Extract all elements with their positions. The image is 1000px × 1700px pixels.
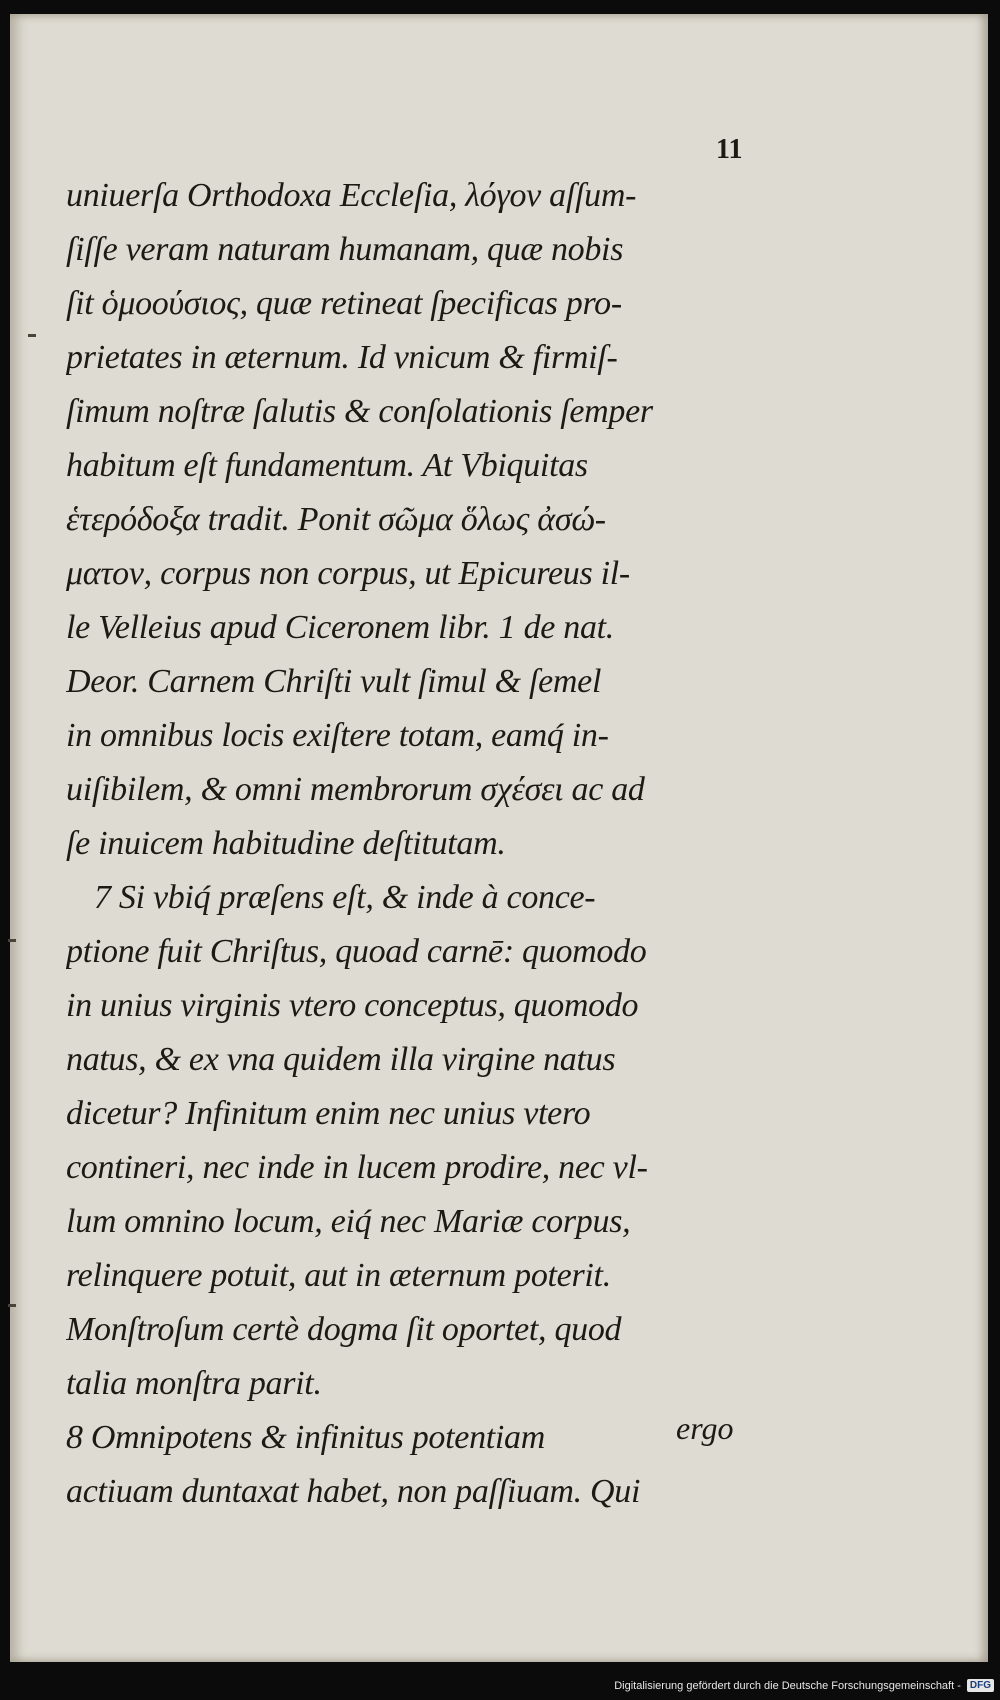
text-line: ſiſſe veram naturam humanam, quæ nobis	[66, 231, 624, 268]
text-line: ματον, corpus non corpus, ut Epicureus il-	[66, 555, 630, 592]
margin-mark	[8, 939, 16, 942]
text-line: uiſibilem, & omni membrorum σχέσει ac ad	[66, 771, 645, 808]
text-line: 8 Omnipotens & infinitus potentiam	[66, 1419, 546, 1456]
text-line: le Velleius apud Ciceronem libr. 1 de nat.	[66, 609, 615, 646]
text-line: Monſtroſum certè dogma ſit oportet, quod	[66, 1311, 622, 1348]
text-line: ſe inuicem habitudine deſtitutam.	[66, 825, 506, 862]
text-line: lum omnino locum, eiq́ nec Mariæ corpus,	[66, 1203, 631, 1240]
text-line: ſimum noſtræ ſalutis & conſolationis ſemper	[66, 393, 653, 430]
text-line: prietates in æternum. Id vnicum & firmiſ-	[66, 339, 618, 376]
catchword: ergo	[676, 1410, 734, 1446]
text-line: in omnibus locis exiſtere totam, eamq́ in-	[66, 717, 609, 754]
book-page	[10, 14, 988, 1662]
margin-mark	[8, 1304, 16, 1307]
text-line: 7 Si vbiq́ præſens eſt, & inde à conce-	[94, 879, 596, 916]
text-line: actiuam duntaxat habet, non paſſiuam. Qui	[66, 1473, 641, 1510]
text-line: natus, & ex vna quidem illa virgine natus	[66, 1041, 616, 1078]
text-block	[66, 169, 746, 1519]
text-line: dicetur? Infinitum enim nec unius vtero	[66, 1095, 591, 1132]
text-line: ptione fuit Chriſtus, quoad carnē: quomodo	[66, 933, 647, 970]
dfg-logo: DFG	[967, 1679, 994, 1692]
text-line: talia monſtra parit.	[66, 1365, 322, 1402]
margin-mark	[28, 334, 36, 337]
text-line: habitum eſt fundamentum. At Vbiquitas	[66, 447, 588, 484]
digitization-credit	[614, 1679, 994, 1692]
text-line: ἑτερόδοξα tradit. Ponit σῶμα ὅλως ἀσώ-	[66, 501, 606, 538]
credit-text: Digitalisierung gefördert durch die Deutsche Forschungsgemeinschaft -	[614, 1679, 961, 1692]
text-line: Deor. Carnem Chriſti vult ſimul & ſemel	[66, 663, 602, 700]
page-number: 11	[716, 134, 743, 165]
text-line: uniuerſa Orthodoxa Eccleſia, λόγον aſſum-	[66, 177, 637, 214]
text-line: ſit ὁμοούσιος, quæ retineat ſpecificas pro-	[66, 285, 622, 322]
text-line: in unius virginis vtero conceptus, quomodo	[66, 987, 639, 1024]
text-line: contineri, nec inde in lucem prodire, nec vl-	[66, 1149, 648, 1186]
text-line: relinquere potuit, aut in æternum poterit.	[66, 1257, 611, 1294]
